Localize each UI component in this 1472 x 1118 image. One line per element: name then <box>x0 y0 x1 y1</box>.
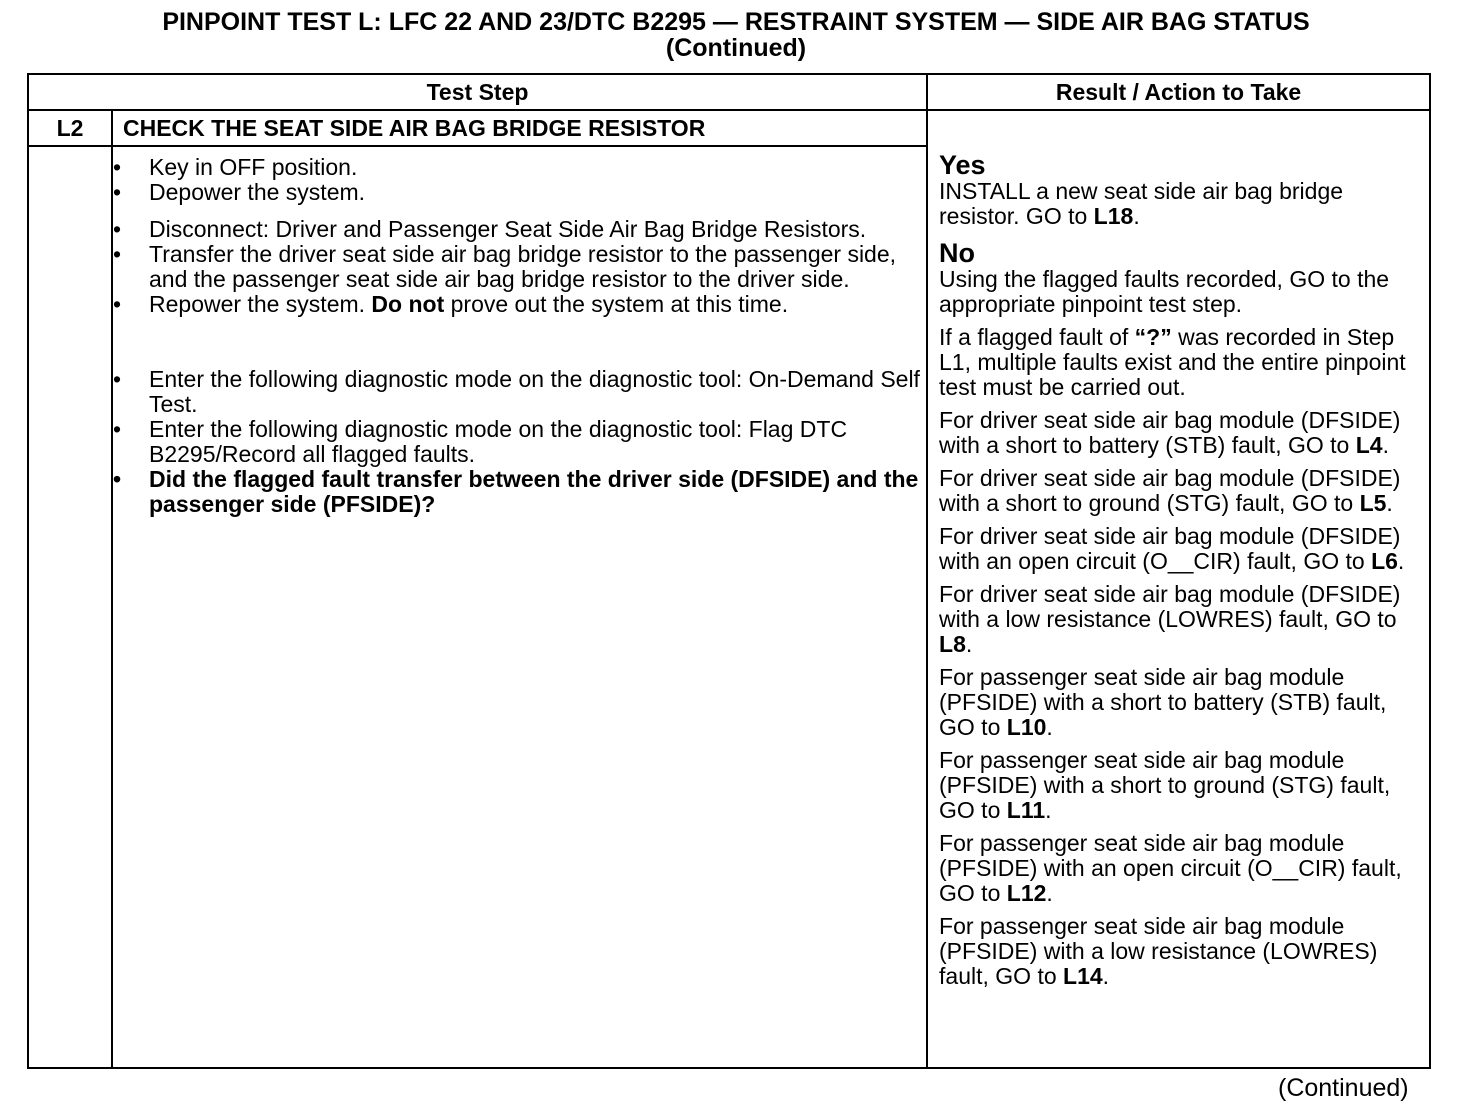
list-item: • Transfer the driver seat side air bag bridge resistor to the passenger side, and the passenger seat side air bag bridge resistor to the driver side. <box>113 242 926 292</box>
period: . <box>1102 963 1110 989</box>
step-id: L2 <box>28 110 112 146</box>
no-action: Using the flagged faults recorded, GO to the appropriate pinpoint test step. <box>939 266 1390 317</box>
period: . <box>1386 490 1393 516</box>
instruction-list <box>113 147 926 517</box>
step-instructions <box>112 146 927 1068</box>
fault-item <box>939 524 1425 574</box>
q-mark: “?” <box>1134 324 1172 350</box>
multiple-fault-note <box>939 325 1425 400</box>
period: . <box>1046 714 1053 740</box>
fault-text: For driver seat side air bag module (DFSIDE) with a short to battery (STB) fault, GO to <box>939 407 1401 458</box>
page-subtitle: (Continued) <box>665 34 807 62</box>
fault-ref: L6 <box>1371 548 1398 574</box>
fault-text: For driver seat side air bag module (DFSIDE) with a low resistance (LOWRES) fault, GO to <box>939 581 1401 632</box>
fault-ref: L8 <box>939 631 966 657</box>
list-item: • Enter the following diagnostic mode on the diagnostic tool: On-Demand Self Test. <box>113 367 926 417</box>
q-pre: If a flagged fault of <box>939 324 1135 350</box>
list-item: • Key in OFF position. <box>113 155 926 180</box>
list-item: • Depower the system. <box>113 180 926 205</box>
list-item-question: • Did the flagged fault transfer between the driver side (DFSIDE) and the passenger side (PFSIDE)? <box>113 467 926 517</box>
fault-ref: L4 <box>1355 432 1383 458</box>
yes-ref: L18 <box>1093 203 1134 229</box>
yes-action <box>939 179 1425 229</box>
yes-label: Yes <box>939 150 986 180</box>
fault-text: For passenger seat side air bag module (PFSIDE) with a low resistance (LOWRES) fault, GO to <box>939 913 1378 989</box>
period: . <box>965 631 973 657</box>
fault-item <box>939 748 1425 823</box>
table-header-row <box>28 74 1430 110</box>
list-item <box>113 292 926 317</box>
fault-text: For driver seat side air bag module (DFSIDE) with a short to ground (STG) fault, GO to <box>939 465 1401 516</box>
pinpoint-test-table <box>27 73 1431 1069</box>
fault-ref: L5 <box>1359 490 1387 516</box>
fault-item <box>939 466 1425 516</box>
no-label: No <box>939 238 976 268</box>
yes-text: INSTALL a new seat side air bag bridge resistor. GO to <box>939 178 1344 229</box>
step-title-row <box>28 110 1430 146</box>
fault-ref: L11 <box>1006 797 1046 823</box>
period: . <box>1046 880 1053 906</box>
period: . <box>1397 548 1405 574</box>
result-cell <box>927 110 1430 1068</box>
fault-item <box>939 914 1425 989</box>
period: . <box>1133 203 1140 229</box>
period: . <box>1382 432 1389 458</box>
fault-text: For passenger seat side air bag module (PFSIDE) with an open circuit (O__CIR) fault, GO to <box>939 830 1402 906</box>
step-id-spacer <box>28 146 112 1068</box>
step-title: CHECK THE SEAT SIDE AIR BAG BRIDGE RESISTOR <box>112 110 927 146</box>
fault-item <box>939 408 1425 458</box>
fault-text: For passenger seat side air bag module (PFSIDE) with a short to battery (STB) fault, GO to <box>939 664 1387 740</box>
fault-ref: L10 <box>1006 714 1047 740</box>
header-test-step: Test Step <box>28 74 927 110</box>
q-post: was recorded in Step L1, multiple faults exist and the entire pinpoint test must be carried out. <box>939 324 1406 400</box>
fault-text: For passenger seat side air bag module (PFSIDE) with a short to ground (STG) fault, GO to <box>939 747 1391 823</box>
page-title: PINPOINT TEST L: LFC 22 AND 23/DTC B2295 — RESTRAINT SYSTEM — SIDE AIR BAG STATUS <box>162 8 1310 36</box>
fault-item <box>939 831 1425 906</box>
repower-text: Repower the system. <box>149 291 372 317</box>
fault-ref: L12 <box>1006 880 1047 906</box>
header-result: Result / Action to Take <box>927 74 1430 110</box>
fault-item <box>939 665 1425 740</box>
period: . <box>1045 797 1052 823</box>
do-not-emphasis: Do not <box>371 291 445 317</box>
list-item: • Enter the following diagnostic mode on the diagnostic tool: Flag DTC B2295/Record all flagged faults. <box>113 417 926 467</box>
fault-item <box>939 582 1425 657</box>
list-item: • Disconnect: Driver and Passenger Seat Side Air Bag Bridge Resistors. <box>113 217 926 242</box>
footer-continued: (Continued) <box>1278 1074 1409 1102</box>
fault-ref: L14 <box>1063 963 1103 989</box>
fault-text: For driver seat side air bag module (DFSIDE) with an open circuit (O__CIR) fault, GO to <box>939 523 1401 574</box>
prove-out-text: prove out the system at this time. <box>444 291 789 317</box>
